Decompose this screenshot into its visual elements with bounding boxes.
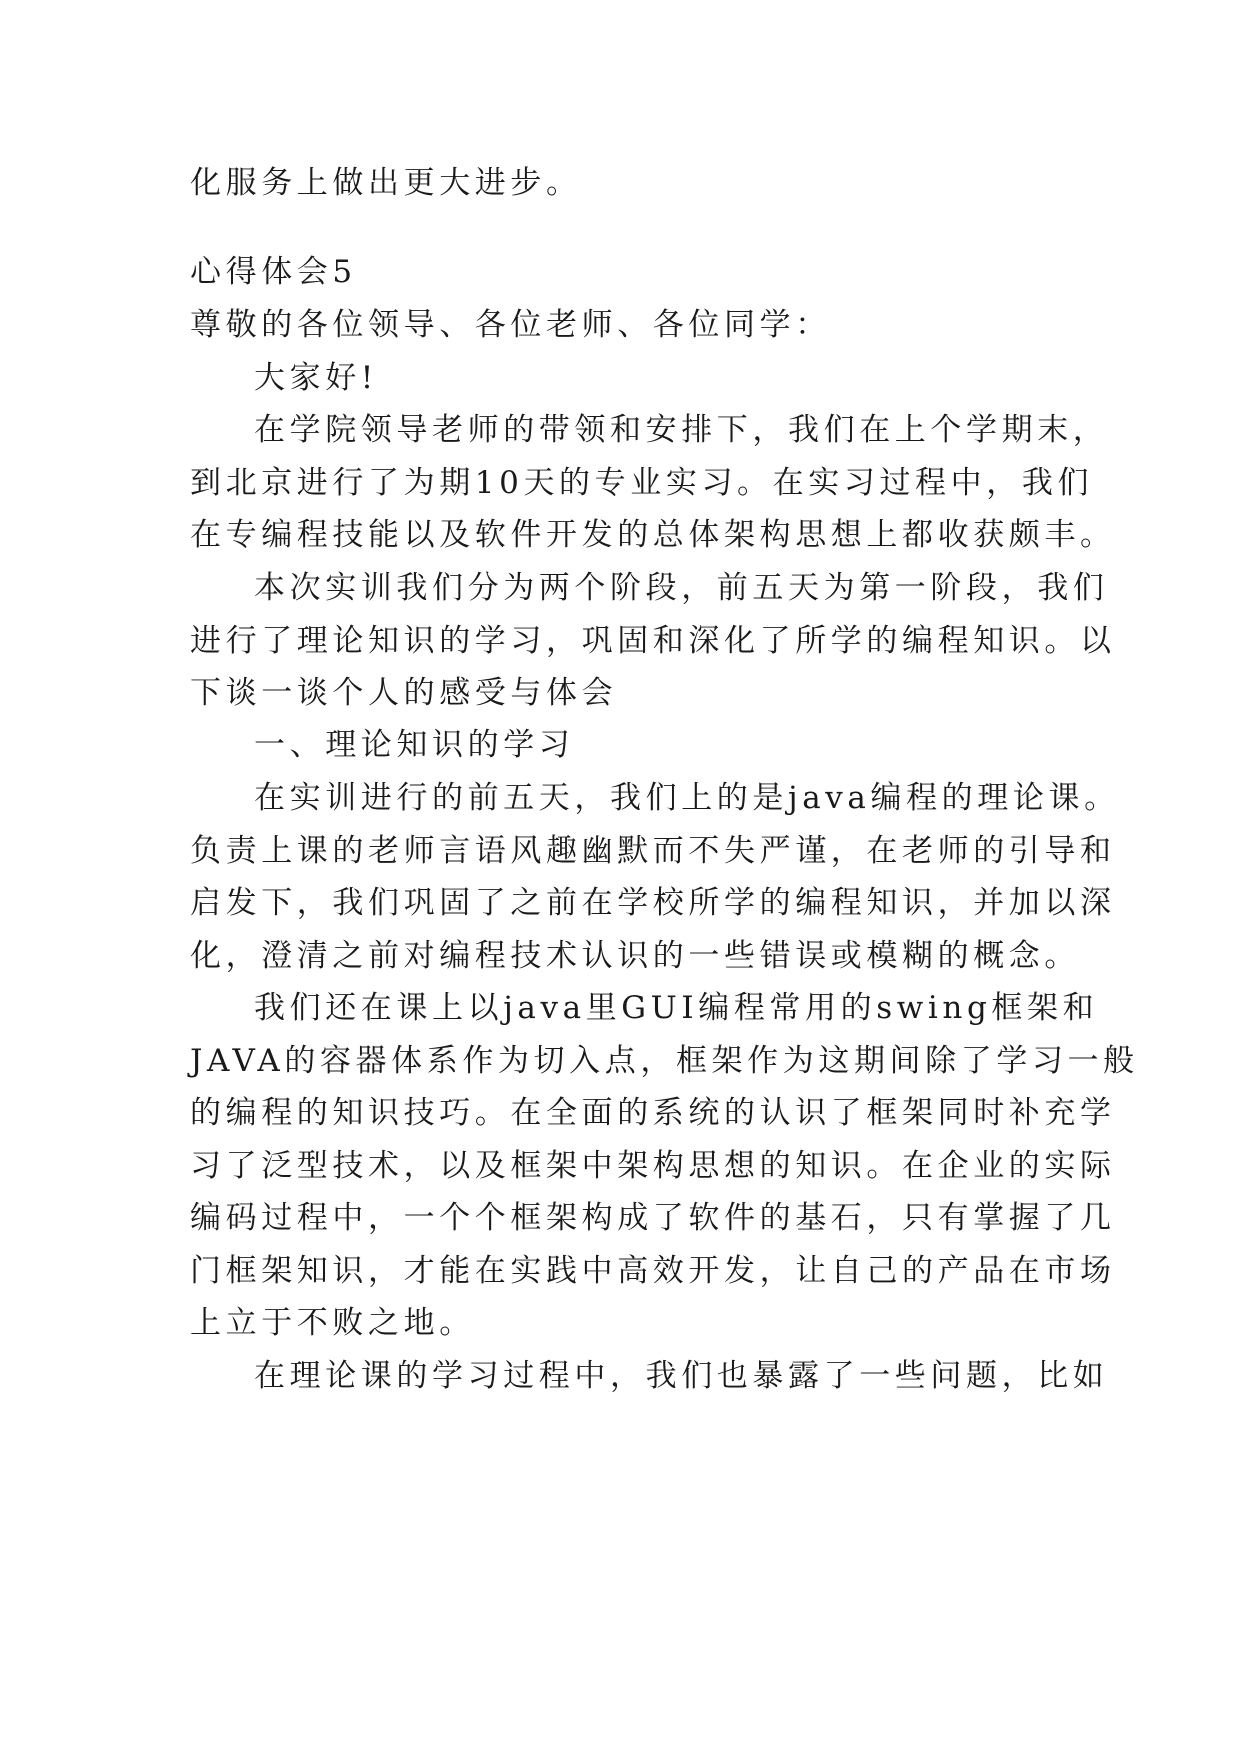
paragraph-line: 上立于不败之地。	[190, 1305, 475, 1341]
salutation: 尊敬的各位领导、各位老师、各位同学：	[190, 307, 831, 343]
paragraph-line: 本次实训我们分为两个阶段，前五天为第一阶段，我们	[254, 570, 1109, 606]
paragraph-line: JAVA的容器体系作为切入点，框架作为这期间除了学习一般	[190, 1043, 1139, 1079]
paragraph-line: 到北京进行了为期10天的专业实习。在实习过程中，我们	[190, 465, 1094, 501]
paragraph-line: 习了泛型技术，以及框架中架构思想的知识。在企业的实际	[190, 1148, 1116, 1184]
paragraph-line: 在专编程技能以及软件开发的总体架构思想上都收获颇丰。	[190, 517, 1116, 553]
paragraph-line: 的编程的知识技巧。在全面的系统的认识了框架同时补充学	[190, 1095, 1116, 1131]
paragraph-line: 化，澄清之前对编程技术认识的一些错误或模糊的概念。	[190, 938, 1080, 974]
subsection-heading: 一、理论知识的学习	[254, 727, 575, 763]
paragraph-line: 我们还在课上以java里GUI编程常用的swing框架和	[254, 990, 1099, 1026]
paragraph-line: 负责上课的老师言语风趣幽默而不失严谨，在老师的引导和	[190, 833, 1116, 869]
section-heading: 心得体会5	[190, 254, 357, 290]
greeting: 大家好!	[254, 360, 378, 396]
paragraph-line: 启发下，我们巩固了之前在学校所学的编程知识，并加以深	[190, 885, 1116, 921]
paragraph-line: 下谈一谈个人的感受与体会	[190, 675, 618, 711]
paragraph-line: 化服务上做出更大进步。	[190, 165, 582, 201]
paragraph-line: 在理论课的学习过程中，我们也暴露了一些问题，比如	[254, 1358, 1109, 1394]
paragraph-line: 在实训进行的前五天，我们上的是java编程的理论课。	[254, 780, 1120, 816]
paragraph-line: 门框架知识，才能在实践中高效开发，让自己的产品在市场	[190, 1253, 1116, 1289]
paragraph-line: 编码过程中，一个个框架构成了软件的基石，只有掌握了几	[190, 1200, 1116, 1236]
paragraph-line: 进行了理论知识的学习，巩固和深化了所学的编程知识。以	[190, 623, 1116, 659]
paragraph-line: 在学院领导老师的带领和安排下，我们在上个学期末，	[254, 412, 1109, 448]
